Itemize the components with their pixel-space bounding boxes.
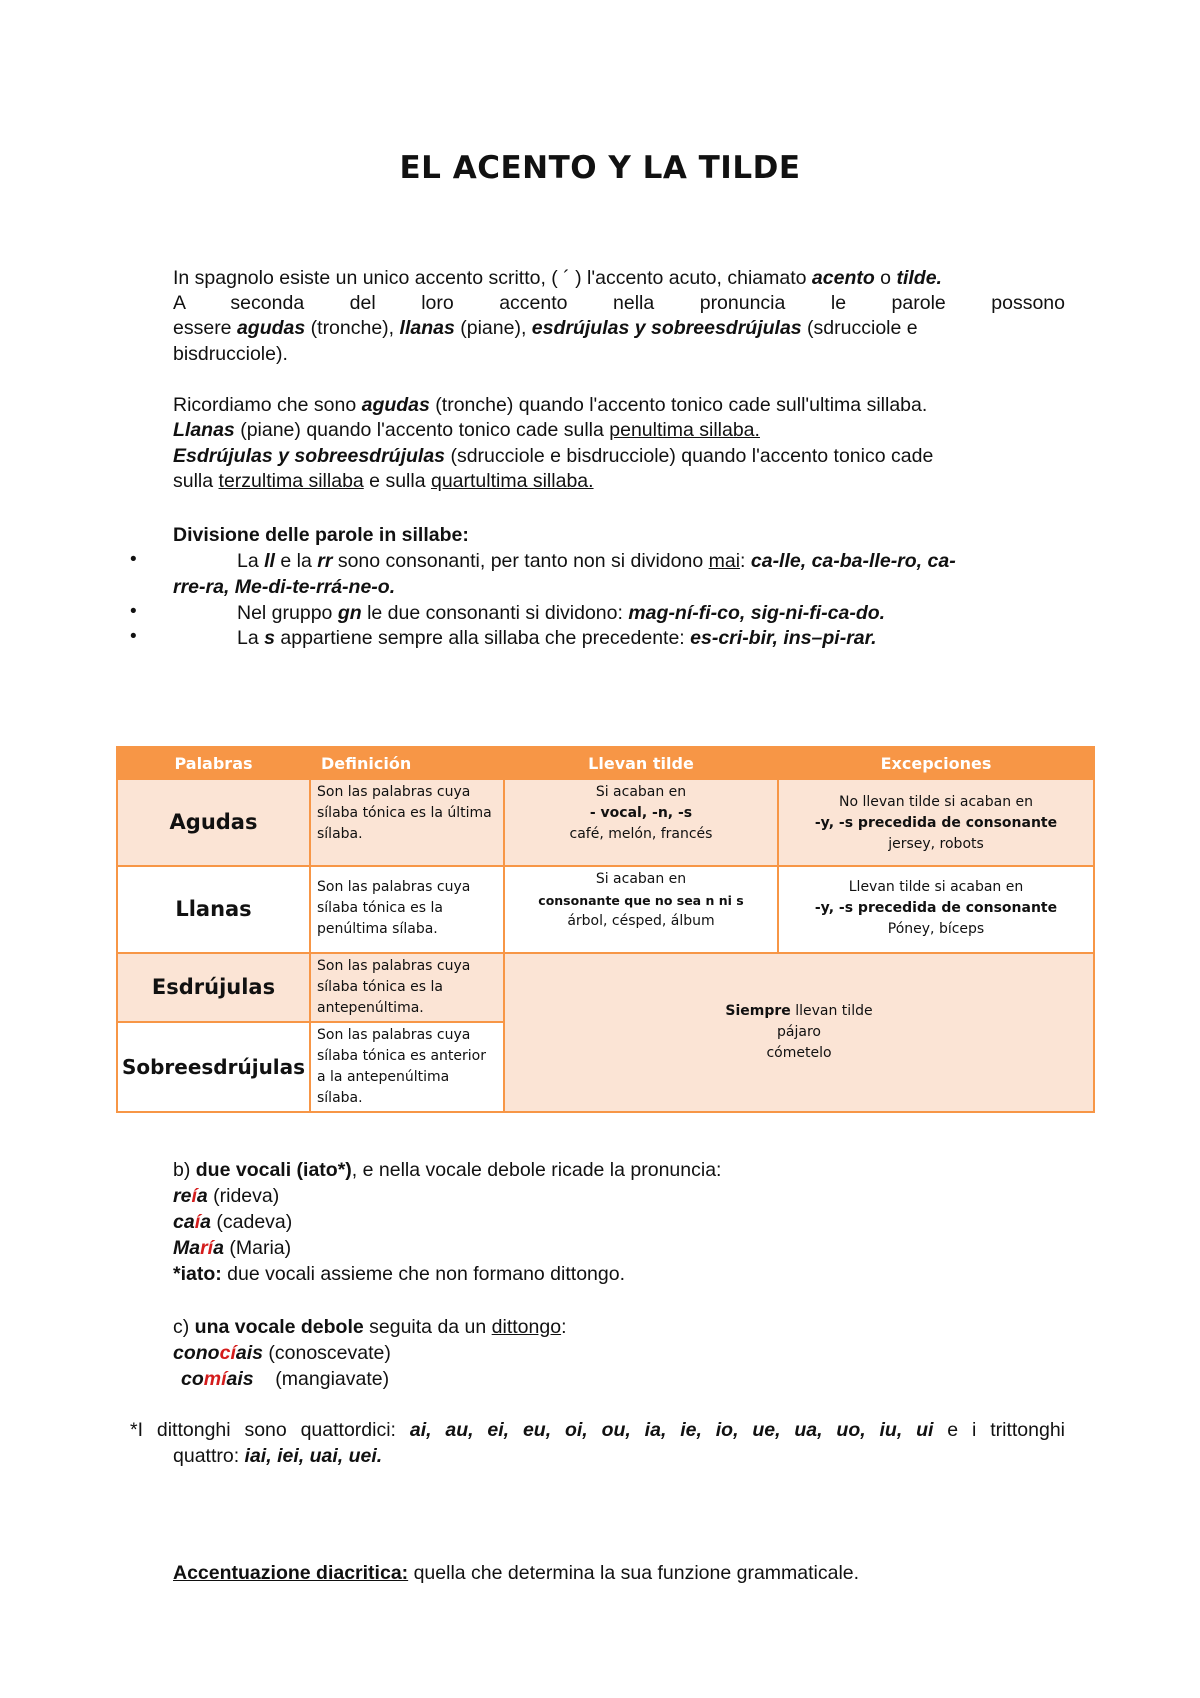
iato-example-2: caía (cadeva)	[173, 1211, 293, 1233]
division-heading: Divisione delle parole in sillabe:	[173, 524, 469, 546]
bullet-1: •	[130, 549, 137, 570]
table-row-esdrujulas	[117, 953, 1094, 1022]
esdrujulas-name: Esdrújulas	[117, 953, 310, 1022]
intro-line-2: A seconda del loro accento nella pronuncia le parole possono	[173, 292, 1065, 314]
dittonghi-line-2: quattro: iai, iei, uai, uei.	[173, 1445, 383, 1467]
dittonghi-line-1: *I dittonghi sono quattordici: ai, au, ei, eu, oi, ou, ia, ie, io, ue, ua, uo, iu, ui e i trittonghi	[130, 1419, 1065, 1441]
accent-table	[116, 746, 1095, 1113]
section-c-heading: c) una vocale debole seguita da un dittongo:	[173, 1316, 567, 1338]
header-palabras: Palabras	[117, 747, 310, 779]
header-excepciones: Excepciones	[778, 747, 1094, 779]
bullet-2: •	[130, 601, 137, 622]
esdrujulas-definition: Son las palabras cuya sílaba tónica es la antepenúltima.	[310, 953, 504, 1022]
bullet-text-2: Nel gruppo gn le due consonanti si dividono: mag-ní-fi-co, sig-ni-fi-ca-do.	[237, 602, 886, 624]
dittongo-example-2: comíais (mangiavate)	[181, 1368, 390, 1390]
llanas-definition: Son las palabras cuya sílaba tónica es la penúltima sílaba.	[310, 866, 504, 953]
agudas-tilde: Si acaban en - vocal, -n, -s café, melón, francés	[504, 779, 778, 866]
header-definicion: Definición	[310, 747, 504, 779]
llanas-name: Llanas	[117, 866, 310, 953]
intro-line-1: In spagnolo esiste un unico accento scritto, ( ´ ) l'accento acuto, chiamato acento o tilde.	[173, 267, 942, 289]
llanas-excepciones: Llevan tilde si acaban en -y, -s precedida de consonante Póney, bíceps	[778, 866, 1094, 953]
iato-note: *iato: due vocali assieme che non formano dittongo.	[173, 1263, 625, 1285]
dittongo-example-1: conocíais (conoscevate)	[173, 1342, 391, 1364]
remember-line-1: Ricordiamo che sono agudas (tronche) quando l'accento tonico cade sull'ultima sillaba.	[173, 394, 928, 416]
table-row-agudas	[117, 779, 1094, 866]
page-title: EL ACENTO Y LA TILDE	[399, 150, 801, 186]
agudas-name: Agudas	[117, 779, 310, 866]
agudas-excepciones: No llevan tilde si acaban en -y, -s precedida de consonante jersey, robots	[778, 779, 1094, 866]
iato-example-3: María (Maria)	[173, 1237, 292, 1259]
remember-line-2: Llanas (piane) quando l'accento tonico cade sulla penultima sillaba.	[173, 419, 760, 441]
intro-line-3: essere agudas (tronche), llanas (piane), esdrújulas y sobreesdrújulas (sdrucciole e	[173, 317, 918, 339]
llanas-tilde: Si acaban en consonante que no sea n ni s árbol, césped, álbum	[504, 866, 778, 953]
remember-line-4: sulla terzultima sillaba e sulla quartultima sillaba.	[173, 470, 594, 492]
agudas-definition: Son las palabras cuya sílaba tónica es la última sílaba.	[310, 779, 504, 866]
sobreesdrujulas-name: Sobreesdrújulas	[117, 1022, 310, 1112]
bullet-3: •	[130, 626, 137, 647]
bullet-text-1: La ll e la rr sono consonanti, per tanto non si dividono mai: ca-lle, ca-ba-lle-ro, ca-	[237, 550, 956, 572]
remember-line-3: Esdrújulas y sobreesdrújulas (sdrucciole e bisdrucciole) quando l'accento tonico cade	[173, 445, 934, 467]
sobreesdrujulas-definition: Son las palabras cuya sílaba tónica es anterior a la antepenúltima sílaba.	[310, 1022, 504, 1112]
section-b-heading: b) due vocali (iato*), e nella vocale debole ricade la pronuncia:	[173, 1159, 722, 1181]
table-row-llanas	[117, 866, 1094, 953]
header-llevan-tilde: Llevan tilde	[504, 747, 778, 779]
bullet-text-1-cont: rre-ra, Me-di-te-rrá-ne-o.	[173, 576, 396, 598]
bullet-text-3: La s appartiene sempre alla sillaba che precedente: es-cri-bir, ins–pi-rar.	[237, 627, 877, 649]
intro-line-4: bisdrucciole).	[173, 343, 288, 365]
iato-example-1: reía (rideva)	[173, 1185, 280, 1207]
esdrujulas-sobreesdrujulas-tilde: Siempre llevan tilde pájaro cómetelo	[504, 953, 1094, 1112]
diacritica-line: Accentuazione diacritica: quella che determina la sua funzione grammaticale.	[173, 1562, 860, 1584]
table-header-row	[117, 747, 1094, 779]
